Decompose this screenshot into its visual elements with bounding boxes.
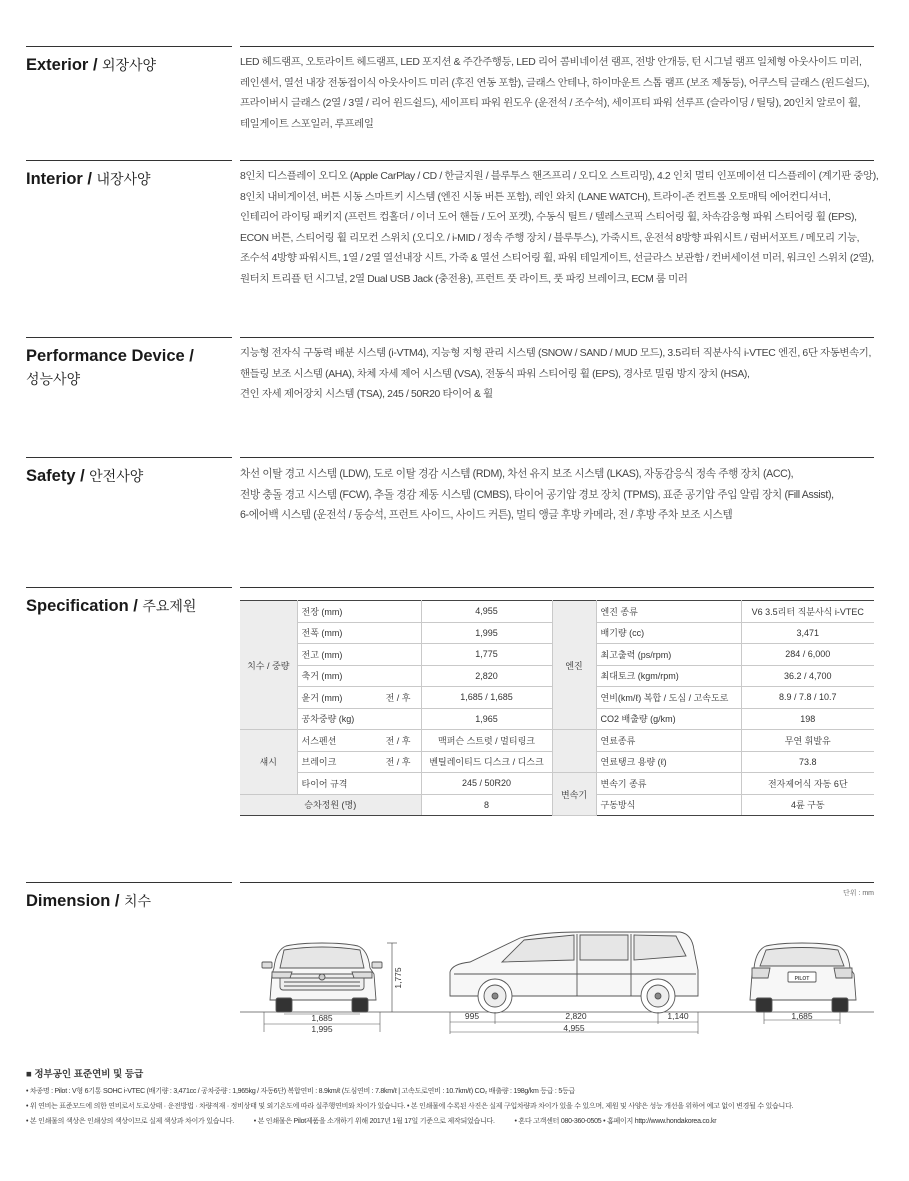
feature-line: 프라이버시 글래스 (2열 / 3열 / 리어 윈드쉴드), 세이프티 파워 윈도우 (운전석 / 조수석), 세이프티 파워 선루프 (슬라이딩 / 틸팅), 20인치 알로이 휠, [240, 98, 861, 109]
notes-date-disclaimer: • 본 인쇄물은 Pilot제품을 소개하기 위해 2017년 1월 17일 기준으로 제작되었습니다. [253, 1118, 495, 1125]
specification-table [240, 600, 874, 816]
feature-line: 전방 충돌 경고 시스템 (FCW), 추돌 경감 제동 시스템 (CMBS), 타이어 공기압 경보 장치 (TPMS), 표준 공기압 주입 알림 장치 (Fill Assist), [240, 488, 834, 501]
spec-value: 4,955 [421, 601, 552, 623]
spec-label: 서스펜션 전 / 후 [297, 730, 421, 752]
dim-wheelbase: 2,820 [565, 1011, 587, 1021]
section-divider [240, 882, 874, 883]
interior-title [26, 168, 232, 191]
notes-contact: • 혼다 고객센터 080-360-0505 • 홈페이지 http://www.hondakorea.co.kr [514, 1118, 717, 1125]
spec-label: 전고 (mm) [297, 644, 421, 666]
specification-title-ko: 주요제원 [142, 598, 197, 614]
performance-title-ko: 성능사양 [26, 371, 81, 387]
feature-line: 인테리어 라이팅 패키지 (프런트 컵홀더 / 이너 도어 핸들 / 도어 포켓), 수동식 틸트 / 텔레스코픽 스티어링 휠, 차속감응형 파워 스티어링 휠 (EPS), [240, 212, 857, 223]
safety-features [240, 464, 880, 526]
dimension-drawings [240, 910, 874, 1040]
dimension-title-ko: 치수 [123, 893, 152, 909]
spec-value: 36.2 / 4,700 [741, 665, 874, 687]
interior-features [240, 167, 880, 290]
spec-value: 벤틸레이티드 디스크 / 디스크 [421, 751, 552, 773]
feature-line: LED 헤드램프, 오토라이트 헤드램프, LED 포지션 & 주간주행등, LED 리어 콤비네이션 램프, 전방 안개등, 턴 시그널 램프 일체형 아웃사이드 미러, [240, 57, 862, 68]
dimension-title [26, 890, 232, 913]
spec-value: 8 [421, 794, 552, 816]
dim-front-width: 1,995 [311, 1024, 333, 1034]
spec-label: 브레이크 전 / 후 [297, 751, 421, 773]
spec-value: 4륜 구동 [741, 794, 874, 816]
safety-title-ko: 안전사양 [89, 468, 144, 484]
notes-color-disclaimer: • 본 인쇄물의 색상은 인쇄상의 색상이므로 실제 색상과 차이가 있습니다. [26, 1118, 234, 1125]
feature-line: 견인 자세 제어장치 시스템 (TSA), 245 / 50R20 타이어 & 휠 [240, 389, 493, 400]
spec-value: 맥퍼슨 스트럿 / 멀티링크 [421, 730, 552, 752]
spec-label: CO2 배출량 (g/km) [596, 708, 741, 730]
performance-section [0, 337, 909, 417]
safety-title [26, 465, 232, 488]
spec-label: 전장 (mm) [297, 601, 421, 623]
spec-value: 1,685 / 1,685 [421, 687, 552, 709]
notes-heading: ■ 정부공인 표준연비 및 등급 [26, 1069, 144, 1080]
feature-line: 원터치 트리플 턴 시그널, 2열 Dual USB Jack (충전용), 프런트 풋 라이트, 풋 파킹 브레이크, ECM 룸 미러 [240, 273, 688, 285]
exterior-section [0, 46, 909, 146]
safety-title-en: Safety / [26, 467, 85, 485]
spec-value: 1,775 [421, 644, 552, 666]
fuel-efficiency-notes [26, 1066, 886, 1129]
spec-value: V6 3.5리터 직분사식 i-VTEC [741, 601, 874, 623]
table-row [240, 601, 874, 623]
group-cell-engine: 엔진 [552, 601, 596, 730]
spec-label: 최대토크 (kgm/rpm) [596, 665, 741, 687]
group-cell-dimensions: 치수 / 중량 [240, 601, 297, 730]
section-divider [240, 457, 874, 458]
section-divider [26, 882, 232, 883]
spec-value: 2,820 [421, 665, 552, 687]
feature-line: 조수석 4방향 파워시트, 1열 / 2열 열선내장 시트, 가죽 & 열선 스티어링 휠, 파워 테일게이트, 선글라스 보관함 / 컨버세이션 미러, 워크인 스위치 (2열), [240, 253, 874, 264]
section-divider [26, 46, 232, 47]
feature-line: 8인치 내비게이션, 버튼 시동 스마트키 시스템 (엔진 시동 버튼 포함), 레인 와치 (LANE WATCH), 트라이-존 컨트롤 오토매틱 에어컨디셔너, [240, 191, 831, 203]
section-divider [240, 587, 874, 588]
spec-value: 198 [741, 708, 874, 730]
feature-line: ECON 버튼, 스티어링 휠 리모컨 스위치 (오디오 / i-MID / 정속 주행 장치 / 블루투스), 가죽시트, 운전석 8방향 파워시트 / 럼버서포트 / 메모리 기능, [240, 232, 860, 244]
specification-title [26, 595, 232, 618]
front-view-vehicle [262, 943, 382, 1012]
spec-value: 245 / 50R20 [421, 773, 552, 795]
feature-line: 8인치 디스플레이 오디오 (Apple CarPlay / CD / 한글지원 / 블루투스 핸즈프리 / 오디오 스트리밍), 4.2 인치 멀티 인포메이션 디스플레이 (계기판 중앙), [240, 171, 879, 182]
group-cell-transmission: 변속기 [552, 773, 596, 816]
spec-value: 284 / 6,000 [741, 644, 874, 666]
notes-line: • 위 연비는 표준모드에 의한 연비로서 도로상태 · 운전방법 · 차량적재 · 정비상태 및 외기온도에 따라 실주행연비와 차이가 있습니다. • 본 인쇄물에 수록된 사진은 실제 구입차량과 차이가 있을 수 있으며, 제원 및 사양은 성능 개선을 위하여 예고 없이 변경될 수 있습니다. [26, 1103, 794, 1110]
notes-line: • 차종명 : Pilot : V형 6기통 SOHC i-VTEC (배기량 : 3,471cc / 공차중량 : 1,965kg / 자동6단) 복합연비 : 8.9km/ℓ (도심연비 : 7.8km/ℓ | 고속도로연비 : 10.7km/ℓ) CO₂ 배출량 : 198g/km 등급 : 5등급 [26, 1088, 575, 1095]
side-view-vehicle [450, 932, 698, 1013]
specification-section [0, 587, 909, 827]
spec-label: 연료종류 [596, 730, 741, 752]
feature-line: 핸들링 보조 시스템 (AHA), 차체 자세 제어 시스템 (VSA), 전동식 파워 스티어링 휠 (EPS), 경사로 밀림 방지 장치 (HSA), [240, 368, 750, 380]
spec-value: 1,965 [421, 708, 552, 730]
performance-title-en: Performance Device / [26, 347, 194, 365]
table-row [240, 730, 874, 752]
feature-line: 레인센서, 열선 내장 전동접이식 아웃사이드 미러 (후진 연동 포함), 글래스 안테나, 하이마운트 스톱 램프 (보조 제동등), 어쿠스틱 글래스 (윈드쉴드), [240, 77, 870, 89]
specification-title-en: Specification / [26, 597, 138, 615]
spec-value: 전자제어식 자동 6단 [741, 773, 874, 795]
group-cell-chassis: 섀시 [240, 730, 297, 795]
spec-label: 엔진 종류 [596, 601, 741, 623]
feature-line: 테일게이트 스포일러, 루프레일 [240, 118, 374, 130]
spec-label: 최고출력 (ps/rpm) [596, 644, 741, 666]
section-divider [26, 160, 232, 161]
notes-line [26, 1114, 886, 1129]
performance-features [240, 344, 880, 406]
feature-line: 지능형 전자식 구동력 배분 시스템 (i-VTM4), 지능형 지형 관리 시스템 (SNOW / SAND / MUD 모드), 3.5리터 직분사식 i-VTEC 엔진, 6단 자동변속기, [240, 348, 872, 359]
feature-line: 6-에어백 시스템 (운전석 / 동승석, 프런트 사이드, 사이드 커튼), 멀티 앵글 후방 카메라, 전 / 후방 주차 보조 시스템 [240, 509, 733, 521]
spec-sublabel: 전 / 후 [385, 692, 411, 703]
spec-label: 공차중량 (kg) [297, 708, 421, 730]
dim-overhang-rear: 1,140 [667, 1011, 689, 1021]
spec-label: 타이어 규격 [297, 773, 421, 795]
spec-value: 무연 휘발유 [741, 730, 874, 752]
exterior-features [240, 53, 880, 135]
safety-section [0, 457, 909, 537]
spec-label: 축거 (mm) [297, 665, 421, 687]
exterior-title [26, 54, 232, 77]
spec-sublabel: 전 / 후 [385, 735, 411, 746]
dimension-title-en: Dimension / [26, 892, 120, 910]
dim-rear-track: 1,685 [791, 1011, 813, 1021]
exterior-title-en: Exterior / [26, 56, 98, 74]
dim-front-height: 1,775 [393, 967, 403, 989]
spec-label: 구동방식 [596, 794, 741, 816]
spec-label: 전폭 (mm) [297, 622, 421, 644]
interior-title-en: Interior / [26, 170, 93, 188]
dim-front-track: 1,685 [311, 1013, 333, 1023]
group-cell-seating: 승차정원 (명) [240, 794, 421, 816]
section-divider [240, 160, 874, 161]
rear-plate-text: PILOT [794, 976, 810, 982]
dim-length: 4,955 [563, 1023, 585, 1033]
interior-section [0, 160, 909, 300]
spec-value: 73.8 [741, 751, 874, 773]
spec-sublabel: 전 / 후 [385, 757, 411, 768]
dim-overhang-front: 995 [464, 1011, 480, 1021]
interior-title-ko: 내장사양 [96, 171, 151, 187]
feature-line: 차선 이탈 경고 시스템 (LDW), 도로 이탈 경감 시스템 (RDM), 차선 유지 보조 시스템 (LKAS), 자동감응식 정속 주행 장치 (ACC), [240, 468, 794, 480]
spec-label: 변속기 종류 [596, 773, 741, 795]
performance-title [26, 345, 232, 391]
spec-value: 1,995 [421, 622, 552, 644]
table-row [240, 773, 874, 795]
section-divider [26, 587, 232, 588]
section-divider [240, 46, 874, 47]
spec-label: 배기량 (cc) [596, 622, 741, 644]
spec-value: 8.9 / 7.8 / 10.7 [741, 687, 874, 709]
spec-label: 연비(km/ℓ) 복합 / 도심 / 고속도로 [596, 687, 741, 709]
section-divider [26, 337, 232, 338]
exterior-title-ko: 외장사양 [101, 57, 157, 73]
section-divider [26, 457, 232, 458]
unit-note: 단위 : mm [842, 890, 874, 897]
section-divider [240, 337, 874, 338]
dimension-section [0, 882, 909, 1052]
spec-label: 연료탱크 용량 (ℓ) [596, 751, 741, 773]
spec-label: 윤거 (mm) 전 / 후 [297, 687, 421, 709]
spec-value: 3,471 [741, 622, 874, 644]
group-cell-engine-blank [552, 730, 596, 773]
